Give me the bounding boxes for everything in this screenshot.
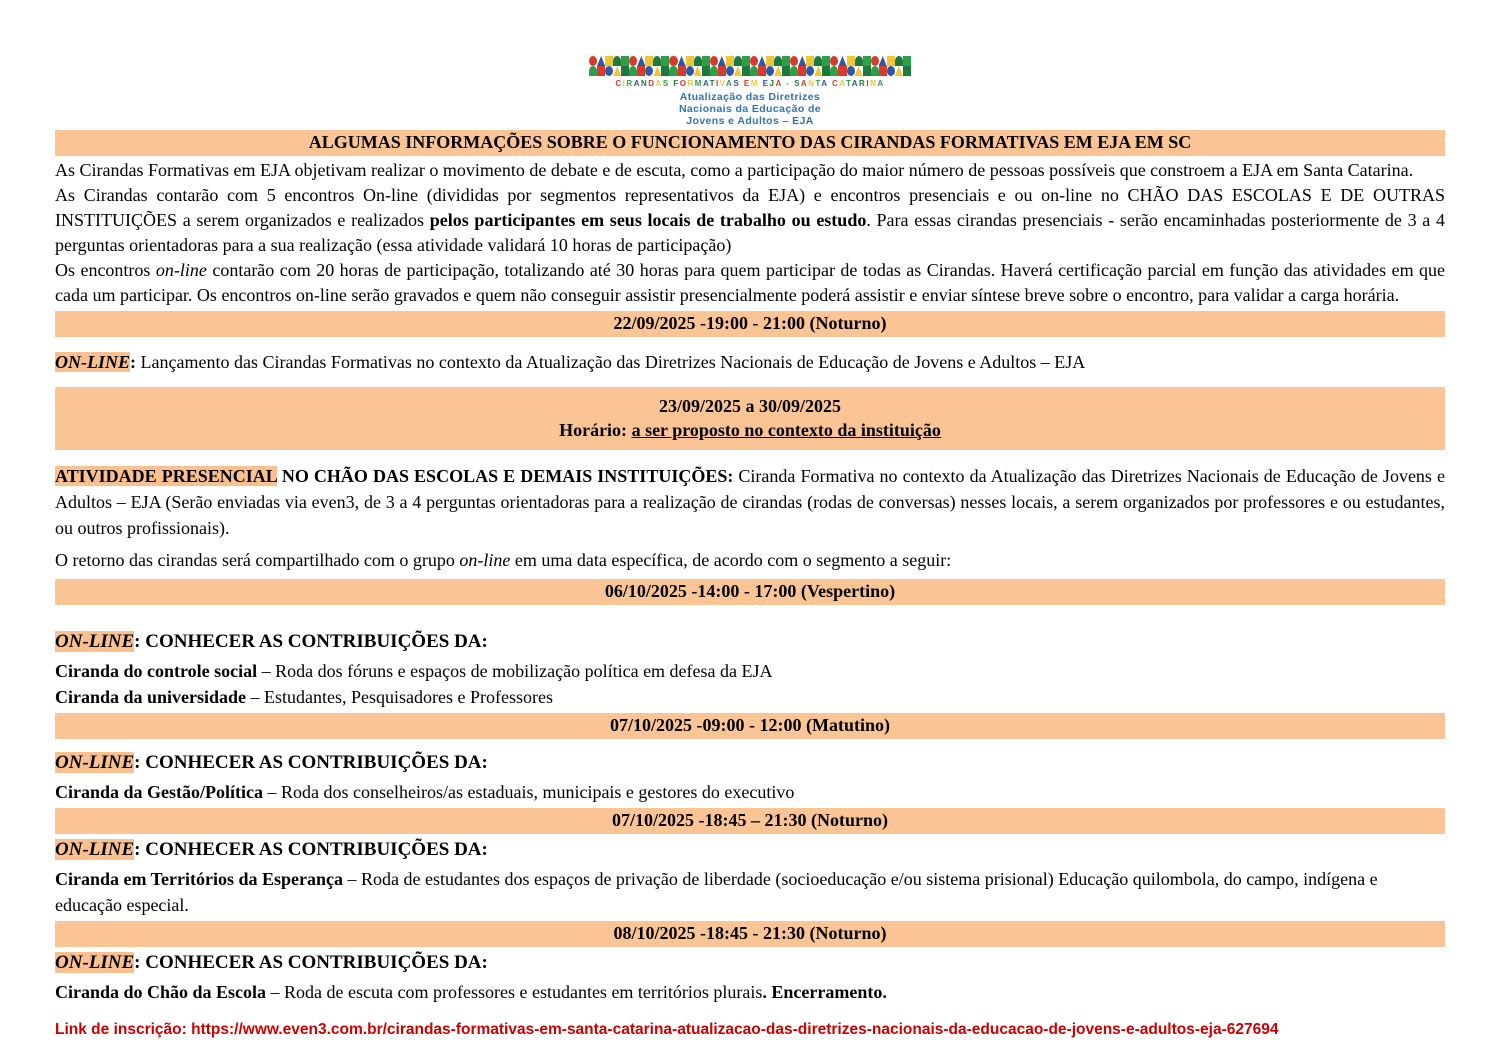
- ciranda-name: Ciranda do controle social: [55, 661, 262, 681]
- online-conhecer-heading: [55, 751, 1445, 775]
- atividade-highlight: ATIVIDADE PRESENCIAL: [55, 466, 277, 486]
- logo-subtitle: [55, 91, 1445, 127]
- online-colon: :: [130, 352, 141, 372]
- horario-underlined: a ser proposto no contexto da instituição: [631, 420, 941, 440]
- online-colon: :: [134, 839, 146, 860]
- date-bar-22-09: 22/09/2025 -19:00 - 21:00 (Noturno): [55, 311, 1445, 337]
- ciranda-item: [55, 979, 1445, 1005]
- logo-subtitle-line1: Atualização das Diretrizes: [679, 91, 821, 103]
- logo-subtitle-line3: Jovens e Adultos – EJA: [686, 115, 814, 127]
- intro-p2-bold: pelos participantes em seus locais de trabalho ou estudo: [429, 210, 867, 230]
- intro-p3-pre: Os encontros: [55, 260, 156, 280]
- intro-paragraph-3: [55, 258, 1445, 308]
- online-colon: :: [134, 952, 146, 973]
- atividade-presencial-paragraph: [55, 463, 1445, 541]
- online-label: ON-LINE: [55, 952, 135, 973]
- atividade-text: Ciranda Formativa no contexto da Atualização das Diretrizes Nacionais de Educação de Jovens e Adultos – EJA (Serão enviadas via even3, de 3 a 4 perguntas orientadoras para a realização de cirandas (rodas de conversas) nesses locais, a serem organizados por professores e ou estudantes, ou outros profissionais).: [55, 466, 1445, 538]
- online-lancamento-line: [55, 350, 1445, 375]
- atividade-bold: NO CHÃO DAS ESCOLAS E DEMAIS INSTITUIÇÕES:: [276, 466, 739, 486]
- ciranda-item: [55, 779, 1445, 805]
- retorno-post: em uma data específica, de acordo com o segmento a seguir:: [510, 550, 952, 570]
- online-label: ON-LINE: [55, 352, 130, 372]
- date-bar-23-30-09-line2: [55, 418, 1445, 442]
- horario-label: Horário:: [559, 420, 632, 440]
- ciranda-name: Ciranda em Territórios da Esperança: [55, 869, 343, 889]
- ciranda-item: [55, 684, 1445, 710]
- logo-tagline: CIRANDAS FORMATIVAS EM EJA - SANTA CATARINA: [615, 79, 885, 88]
- intro-p3-post: contarão com 20 horas de participação, totalizando até 30 horas para quem participar de todas as Cirandas. Haverá certificação parcial em função das atividades em que cada um participar. Os encontros on-line serão gravados e quem não conseguir assistir presencialmente poderá assistir e enviar síntese breve sobre o encontro, para validar a carga horária.: [55, 260, 1446, 305]
- ciranda-desc: – Estudantes, Pesquisadores e Professores: [246, 687, 553, 707]
- ciranda-item: [55, 658, 1445, 684]
- conhecer-label: CONHECER AS CONTRIBUIÇÕES DA:: [145, 752, 488, 773]
- online-label: ON-LINE: [55, 752, 135, 773]
- retorno-pre: O retorno das cirandas será compartilhado com o grupo: [55, 550, 460, 570]
- conhecer-label: CONHECER AS CONTRIBUIÇÕES DA:: [145, 952, 488, 973]
- date-bar-07-10-matutino: 07/10/2025 -09:00 - 12:00 (Matutino): [55, 713, 1445, 739]
- lancamento-text: Lançamento das Cirandas Formativas no contexto da Atualização das Diretrizes Nacionais de Educação de Jovens e Adultos – EJA: [140, 352, 1086, 372]
- ciranda-name: Ciranda da Gestão/Política: [55, 782, 263, 802]
- online-label: ON-LINE: [55, 839, 135, 860]
- date-bar-23-30-09: [55, 387, 1445, 450]
- intro-p2-post: . Para essas cirandas presenciais - serão encaminhadas posteriormente de 3 a 4 perguntas orientadoras para a sua realização (essa atividade validará 10 horas de participação): [55, 210, 1445, 255]
- ciranda-tail-bold: . Encerramento.: [762, 982, 887, 1002]
- date-bar-07-10-noturno: 07/10/2025 -18:45 – 21:30 (Noturno): [55, 808, 1445, 834]
- online-colon: :: [134, 631, 146, 652]
- date-bar-08-10: 08/10/2025 -18:45 - 21:30 (Noturno): [55, 921, 1445, 947]
- intro-p2-text: As Cirandas contarão com 5 encontros On-line (divididas por segmentos representativos da EJA) e encontros presenciais e ou on-line no CHÃO DAS ESCOLAS E DE OUTRAS INSTITUIÇÕES a serem organizados e realizados: [55, 185, 1445, 230]
- ciranda-name: Ciranda do Chão da Escola: [55, 982, 267, 1002]
- link-label: Link de inscrição:: [55, 1021, 192, 1038]
- online-label: ON-LINE: [55, 631, 135, 652]
- online-conhecer-heading: [55, 630, 1445, 654]
- retorno-italic: on-line: [459, 550, 511, 570]
- date-bar-23-30-09-line1: 23/09/2025 a 30/09/2025: [658, 396, 841, 416]
- ciranda-desc: – Roda de escuta com professores e estudantes em territórios plurais: [266, 982, 763, 1002]
- date-bar-06-10: 06/10/2025 -14:00 - 17:00 (Vespertino): [55, 579, 1445, 605]
- ciranda-name: Ciranda da universidade: [55, 687, 247, 707]
- ciranda-desc: – Roda de estudantes dos espaços de privação de liberdade (socioeducação e/ou sistema prisional) Educação quilombola, do campo, indígena e educação especial.: [55, 869, 1378, 915]
- intro-p3-italic: on-line: [155, 260, 207, 280]
- inscription-link-line: [55, 1020, 1445, 1040]
- logo-mosaic-band-icon: [589, 56, 911, 76]
- intro-paragraph-2: [55, 183, 1445, 258]
- conhecer-label: CONHECER AS CONTRIBUIÇÕES DA:: [145, 631, 488, 652]
- intro-paragraph-1: As Cirandas Formativas em EJA objetivam realizar o movimento de debate e de escuta, como a participação do maior número de pessoas possíveis que constroem a EJA em Santa Catarina.: [55, 160, 1414, 180]
- retorno-paragraph: [55, 548, 1445, 573]
- ciranda-item: [55, 866, 1445, 918]
- ciranda-desc: – Roda dos conselheiros/as estaduais, municipais e gestores do executivo: [263, 782, 795, 802]
- inscription-link[interactable]: https://www.even3.com.br/cirandas-formativas-em-santa-catarina-atualizacao-das-diretrizes-nacionais-da-educacao-de-jovens-e-adultos-eja-627694: [191, 1021, 1279, 1038]
- title-bar: ALGUMAS INFORMAÇÕES SOBRE O FUNCIONAMENTO DAS CIRANDAS FORMATIVAS EM EJA EM SC: [55, 130, 1445, 156]
- ciranda-desc: – Roda dos fóruns e espaços de mobilização política em defesa da EJA: [261, 661, 773, 681]
- online-colon: :: [134, 752, 146, 773]
- conhecer-label: CONHECER AS CONTRIBUIÇÕES DA:: [145, 839, 488, 860]
- online-conhecer-heading: [55, 838, 1445, 862]
- logo: [55, 0, 1445, 127]
- logo-subtitle-line2: Nacionais da Educação de: [678, 103, 822, 115]
- online-conhecer-heading: [55, 951, 1445, 975]
